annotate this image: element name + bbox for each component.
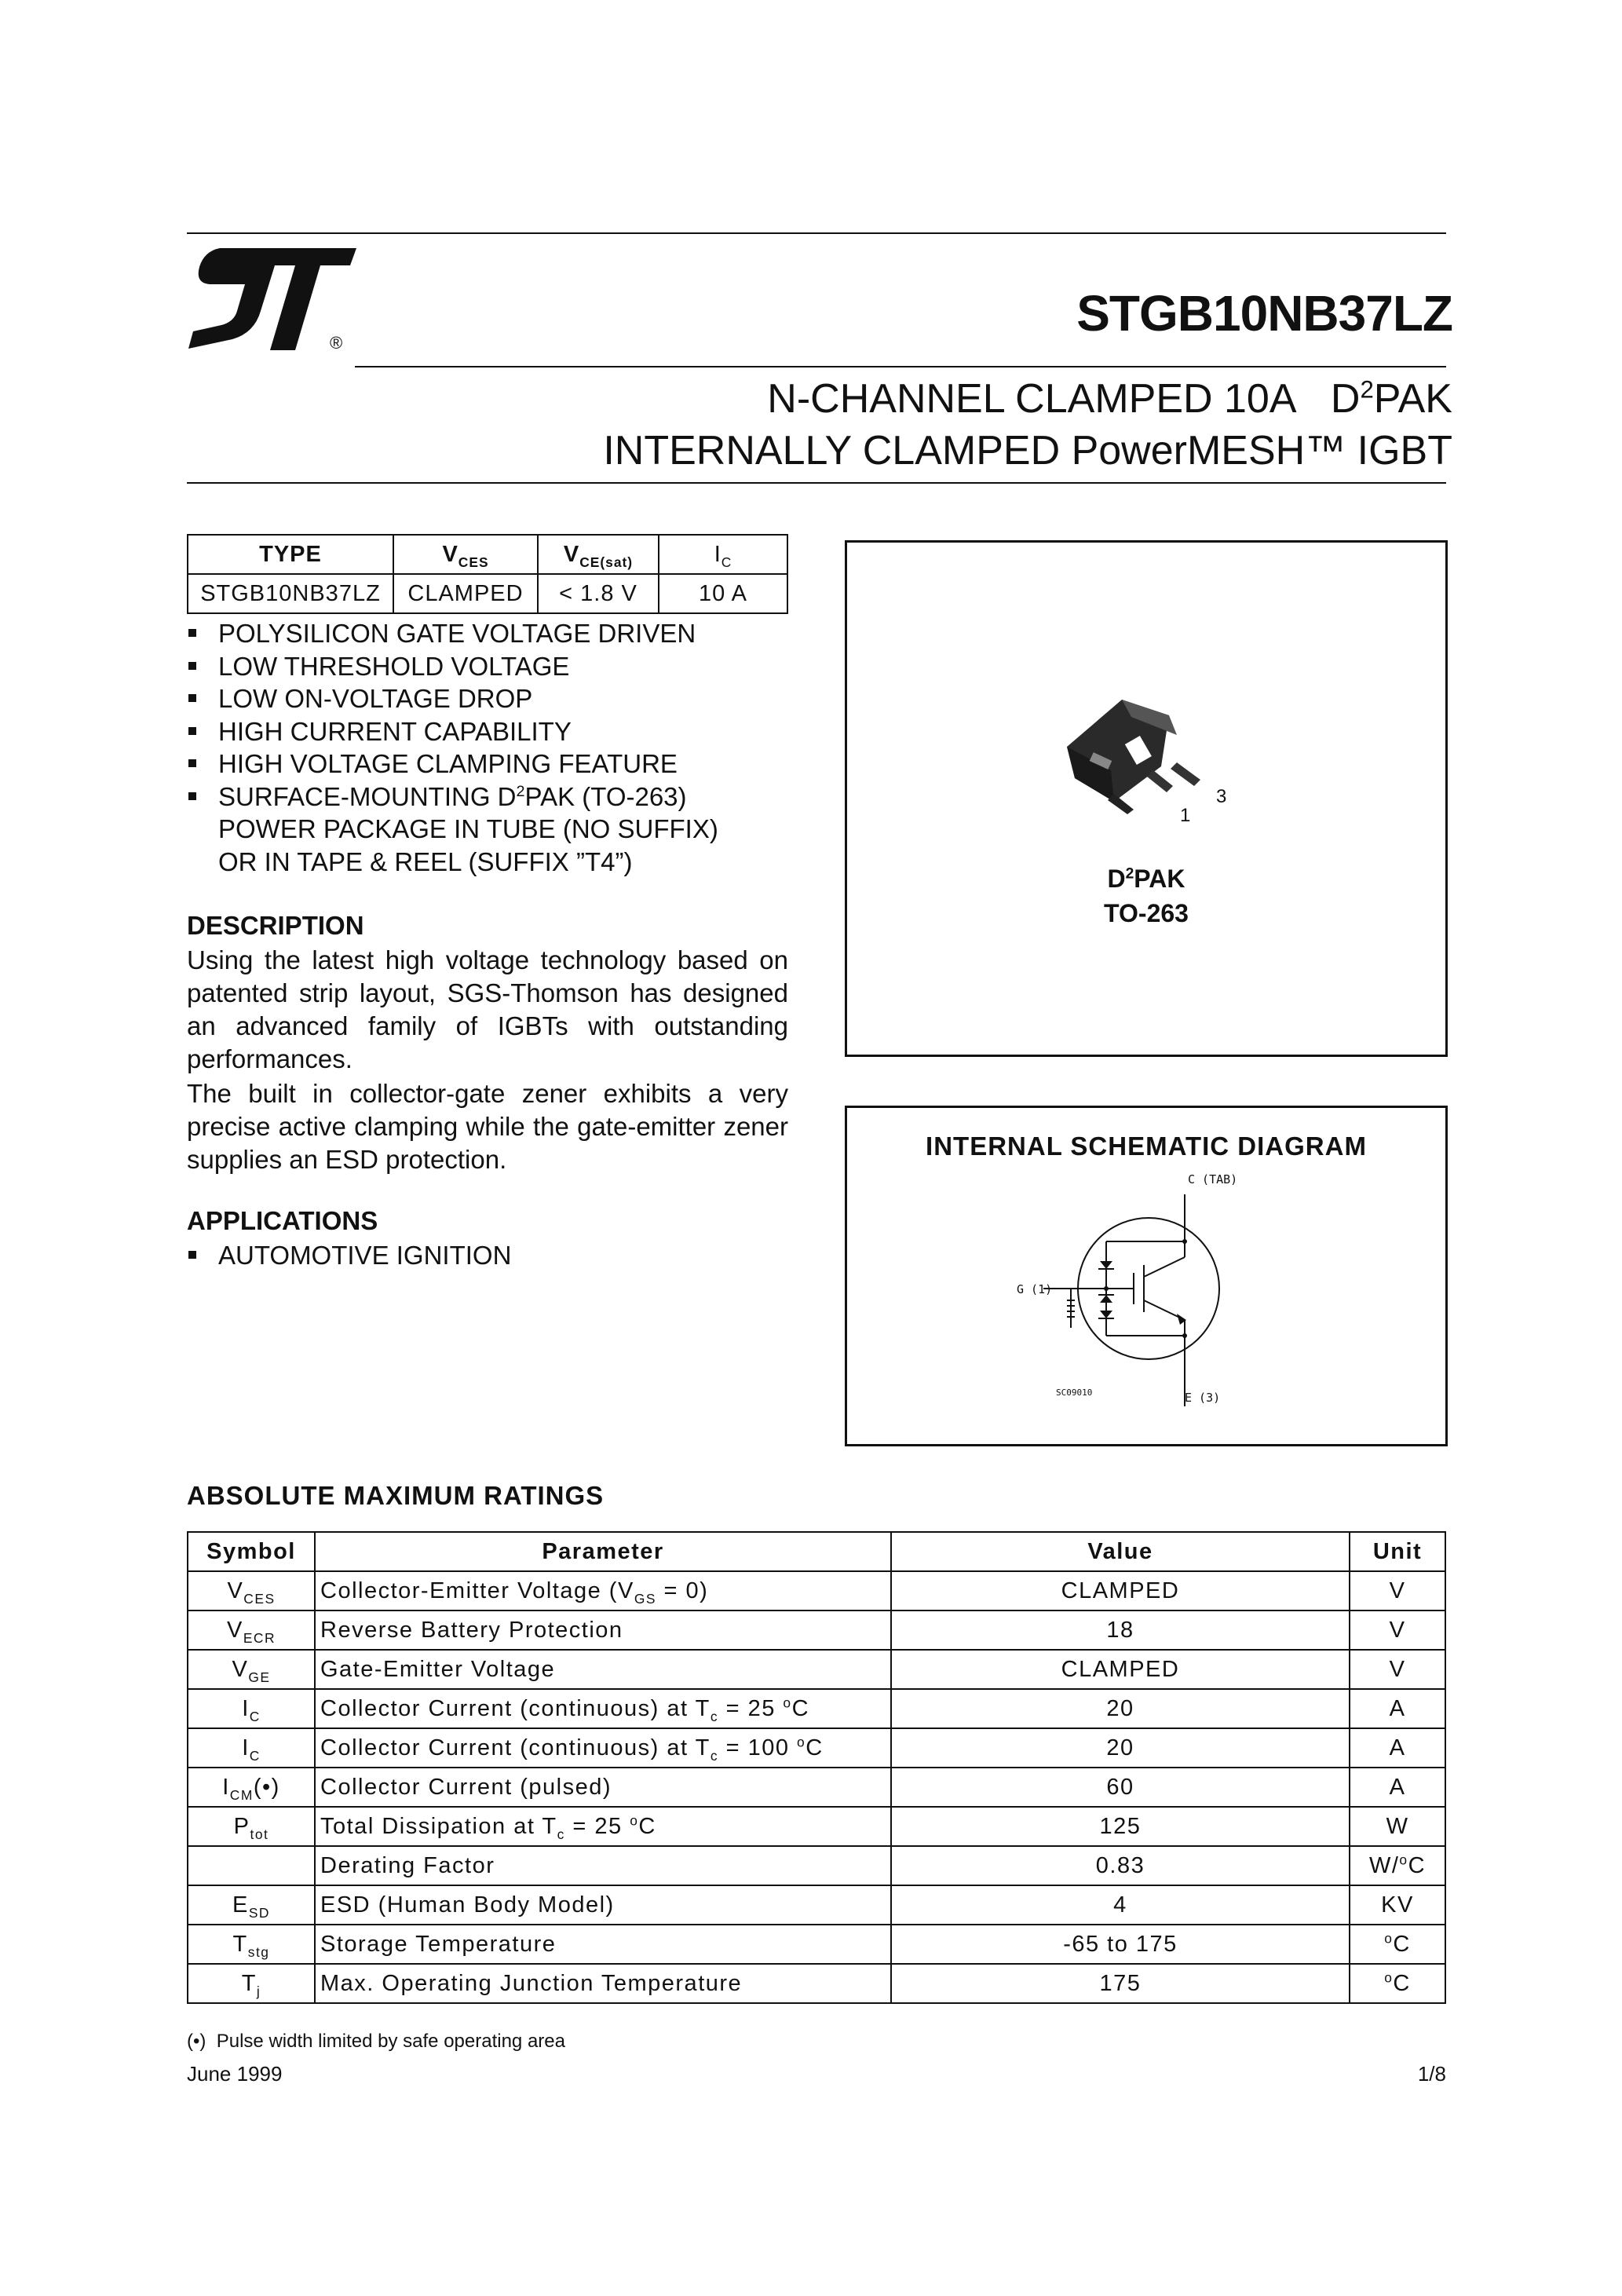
feature-text: HIGH CURRENT CAPABILITY	[218, 716, 572, 746]
vces-header-sub: CES	[458, 554, 489, 570]
vcesat-header-main: V	[563, 541, 580, 567]
package-name	[847, 865, 1445, 894]
footer-page: 1/8	[1417, 2062, 1446, 2086]
feature-text: POLYSILICON GATE VOLTAGE DRIVEN	[218, 619, 696, 648]
gate-label: G (1)	[1017, 1282, 1053, 1296]
symbol-main: V	[232, 1656, 249, 1682]
subtitle-package-sup: 2	[1360, 375, 1374, 404]
amr-row	[188, 1728, 1445, 1768]
ic-cell: 10 A	[659, 574, 787, 613]
type-table-header	[188, 535, 787, 574]
amr-value: 125	[891, 1807, 1350, 1846]
vces-header	[393, 535, 538, 574]
amr-row	[188, 1768, 1445, 1807]
emitter-label: E (3)	[1185, 1391, 1221, 1405]
vcesat-header-sub: CE(sat)	[579, 554, 634, 570]
amr-unit: W	[1350, 1807, 1445, 1846]
bullet-icon	[188, 727, 196, 735]
amr-row	[188, 1807, 1445, 1846]
bullet-icon	[188, 1251, 196, 1259]
amr-value: 175	[891, 1964, 1350, 2003]
amr-value: 4	[891, 1885, 1350, 1925]
pin1-label: 1	[1180, 805, 1191, 826]
symbol-main: V	[226, 1617, 243, 1643]
amr-parameter	[315, 1571, 891, 1610]
amr-unit: A	[1350, 1768, 1445, 1807]
footnote-mark: (•)	[187, 2031, 206, 2052]
symbol-main: E	[232, 1892, 249, 1918]
amr-symbol	[188, 1689, 315, 1728]
amr-value: 60	[891, 1768, 1350, 1807]
unit-sup: o	[1384, 1929, 1394, 1946]
amr-symbol	[188, 1885, 315, 1925]
amr-value: 20	[891, 1689, 1350, 1728]
part-number: STGB10NB37LZ	[1076, 285, 1452, 342]
amr-unit: V	[1350, 1571, 1445, 1610]
bullet-icon	[188, 629, 196, 637]
symbol-sub: CM	[229, 1786, 254, 1803]
vces-cell: CLAMPED	[393, 574, 538, 613]
applications-heading: APPLICATIONS	[187, 1206, 378, 1235]
ic-header-sub: C	[721, 554, 732, 570]
param-end: C	[806, 1735, 824, 1760]
amr-row	[188, 1650, 1445, 1689]
amr-row	[188, 1610, 1445, 1650]
param-sup: o	[797, 1733, 806, 1749]
amr-symbol	[188, 1964, 315, 2003]
amr-symbol	[188, 1610, 315, 1650]
top-rule	[187, 232, 1446, 234]
param-post: = 25	[564, 1813, 630, 1839]
amr-parameter-header: Parameter	[315, 1532, 891, 1571]
param-text: Collector-Emitter Voltage (V	[320, 1578, 634, 1603]
feature-smd-sup: 2	[516, 782, 525, 800]
param-end: C	[791, 1695, 810, 1721]
amr-row	[188, 1885, 1445, 1925]
igbt-schematic	[1004, 1171, 1287, 1430]
symbol-sub: C	[249, 1708, 261, 1724]
amr-symbol	[188, 1728, 315, 1768]
amr-parameter: ESD (Human Body Model)	[315, 1885, 891, 1925]
schematic-box	[845, 1106, 1448, 1446]
package-name-suffix: PAK	[1134, 865, 1185, 893]
unit-sup: o	[1384, 1969, 1394, 1985]
amr-header-row	[188, 1532, 1445, 1571]
feature-text: HIGH VOLTAGE CLAMPING FEATURE	[218, 749, 678, 778]
amr-parameter	[315, 1807, 891, 1846]
package-box	[845, 540, 1448, 1057]
feature-smd-pre: SURFACE-MOUNTING D	[218, 781, 517, 811]
feature-item	[187, 682, 799, 715]
bullet-icon	[188, 759, 196, 767]
package-name-sup: 2	[1125, 865, 1134, 883]
symbol-sub: stg	[247, 1943, 270, 1960]
symbol-main: I	[242, 1695, 250, 1721]
symbol-sub: GE	[248, 1669, 271, 1685]
amr-symbol	[188, 1807, 315, 1846]
footnote-text: Pulse width limited by safe operating area	[216, 2031, 565, 2052]
amr-symbol	[188, 1650, 315, 1689]
feature-text: LOW ON-VOLTAGE DROP	[218, 684, 533, 713]
description-heading: DESCRIPTION	[187, 911, 364, 940]
param-sup: o	[630, 1812, 639, 1828]
amr-parameter: Max. Operating Junction Temperature	[315, 1964, 891, 2003]
feature-item	[187, 650, 799, 683]
package-name-prefix: D	[1107, 865, 1126, 893]
symbol-sub: ECR	[243, 1629, 276, 1646]
bullet-icon	[188, 662, 196, 670]
amr-unit: A	[1350, 1689, 1445, 1728]
amr-symbol	[188, 1768, 315, 1807]
amr-row	[188, 1846, 1445, 1885]
subtitle-line1	[767, 375, 1452, 422]
symbol-sub: CES	[243, 1590, 276, 1607]
amr-value: 18	[891, 1610, 1350, 1650]
feature-smd-post: PAK (TO-263)	[524, 781, 687, 811]
amr-value-header: Value	[891, 1532, 1350, 1571]
amr-unit	[1350, 1846, 1445, 1885]
amr-symbol	[188, 1846, 315, 1885]
amr-value: CLAMPED	[891, 1571, 1350, 1610]
param-text: Collector Current (continuous) at T	[320, 1695, 711, 1721]
ic-header-main: I	[714, 541, 721, 567]
unit-end: C	[1393, 1931, 1411, 1957]
description-p1: Using the latest high voltage technology based on patented strip layout, SGS-Thomson has designed an advanced family of IGBTs with outstanding performances.	[187, 945, 788, 1073]
symbol-main: P	[233, 1813, 250, 1839]
subtitle-package-prefix: D	[1330, 376, 1361, 422]
unit-end: C	[1408, 1852, 1427, 1878]
amr-parameter: Collector Current (pulsed)	[315, 1768, 891, 1807]
d2pak-package-illustration	[1059, 692, 1216, 833]
amr-symbol	[188, 1925, 315, 1964]
param-sub: c	[557, 1826, 565, 1842]
symbol-sub: SD	[248, 1904, 270, 1921]
feature-item	[187, 617, 799, 650]
amr-unit: V	[1350, 1650, 1445, 1689]
ic-header	[659, 535, 787, 574]
symbol-main: T	[241, 1970, 257, 1996]
symbol-sub: tot	[250, 1826, 269, 1842]
vcesat-cell: < 1.8 V	[538, 574, 659, 613]
registered-mark: ®	[330, 333, 343, 353]
collector-label: C (TAB)	[1188, 1172, 1238, 1186]
features-list	[187, 617, 799, 878]
param-text: Total Dissipation at T	[320, 1813, 557, 1839]
vcesat-header	[538, 535, 659, 574]
amr-parameter	[315, 1689, 891, 1728]
symbol-main: V	[227, 1578, 244, 1603]
param-end: C	[638, 1813, 656, 1839]
symbol-main: I	[222, 1774, 230, 1800]
feature-smd-line3: OR IN TAPE & REEL (SUFFIX ”T4”)	[218, 846, 633, 876]
unit-sup: o	[1399, 1851, 1408, 1867]
amr-parameter	[315, 1728, 891, 1768]
vces-header-main: V	[442, 541, 458, 567]
type-header: TYPE	[188, 535, 393, 574]
unit-end: C	[1393, 1970, 1411, 1996]
amr-parameter: Derating Factor	[315, 1846, 891, 1885]
amr-unit: KV	[1350, 1885, 1445, 1925]
feature-text: LOW THRESHOLD VOLTAGE	[218, 651, 570, 681]
type-table-row	[188, 574, 787, 613]
schematic-title: INTERNAL SCHEMATIC DIAGRAM	[926, 1132, 1367, 1161]
title-rule	[187, 482, 1446, 484]
pin3-label: 3	[1216, 786, 1227, 807]
type-cell: STGB10NB37LZ	[188, 574, 393, 613]
amr-value: 0.83	[891, 1846, 1350, 1885]
subtitle-package-suffix: PAK	[1373, 376, 1452, 422]
application-item	[187, 1239, 799, 1272]
symbol-sub: j	[256, 1983, 261, 1999]
param-sup: o	[783, 1694, 792, 1710]
amr-row	[188, 1964, 1445, 2003]
symbol-main: I	[242, 1735, 250, 1760]
amr-symbol	[188, 1571, 315, 1610]
amr-unit: A	[1350, 1728, 1445, 1768]
applications-list	[187, 1239, 799, 1272]
subtitle-line2: INTERNALLY CLAMPED PowerMESH™ IGBT	[603, 428, 1452, 473]
amr-unit: V	[1350, 1610, 1445, 1650]
amr-table	[187, 1531, 1446, 2004]
param-post: = 0)	[656, 1578, 709, 1603]
amr-title: ABSOLUTE MAXIMUM RATINGS	[187, 1481, 605, 1510]
param-post: = 25	[718, 1695, 784, 1721]
param-post: = 100	[718, 1735, 798, 1760]
amr-unit	[1350, 1964, 1445, 2003]
feature-item-smd	[187, 781, 799, 879]
symbol-sub: C	[249, 1747, 261, 1764]
description-p2: The built in collector-gate zener exhibits a very precise active clamping while the gate-emitter zener supplies an ESD protection.	[187, 1079, 788, 1174]
feature-smd-line2: POWER PACKAGE IN TUBE (NO SUFFIX)	[218, 814, 718, 843]
amr-value: -65 to 175	[891, 1925, 1350, 1964]
amr-row	[188, 1571, 1445, 1610]
amr-parameter: Reverse Battery Protection	[315, 1610, 891, 1650]
type-table	[187, 534, 788, 614]
unit-main: W/	[1368, 1852, 1400, 1878]
feature-item	[187, 715, 799, 748]
feature-item	[187, 748, 799, 781]
footer-date: June 1999	[187, 2062, 283, 2086]
bullet-icon	[188, 694, 196, 702]
amr-unit-header: Unit	[1350, 1532, 1445, 1571]
amr-parameter: Storage Temperature	[315, 1925, 891, 1964]
param-sub: c	[710, 1708, 719, 1724]
symbol-main: T	[232, 1931, 248, 1957]
amr-row	[188, 1689, 1445, 1728]
param-text: Collector Current (continuous) at T	[320, 1735, 711, 1760]
amr-value: 20	[891, 1728, 1350, 1768]
subtitle-line1-text: N-CHANNEL CLAMPED 10A	[767, 376, 1297, 422]
footnote	[187, 2031, 565, 2053]
amr-row	[188, 1925, 1445, 1964]
header-rule	[355, 366, 1446, 367]
amr-symbol-header: Symbol	[188, 1532, 315, 1571]
amr-unit	[1350, 1925, 1445, 1964]
bullet-icon	[188, 792, 196, 800]
param-sub: GS	[634, 1590, 656, 1607]
symbol-post: (•)	[253, 1774, 280, 1800]
schematic-code: SC09010	[1056, 1387, 1093, 1398]
amr-value: CLAMPED	[891, 1650, 1350, 1689]
package-name-line2: TO-263	[1104, 899, 1189, 927]
param-sub: c	[710, 1747, 719, 1764]
amr-parameter: Gate-Emitter Voltage	[315, 1650, 891, 1689]
application-text: AUTOMOTIVE IGNITION	[218, 1241, 512, 1270]
